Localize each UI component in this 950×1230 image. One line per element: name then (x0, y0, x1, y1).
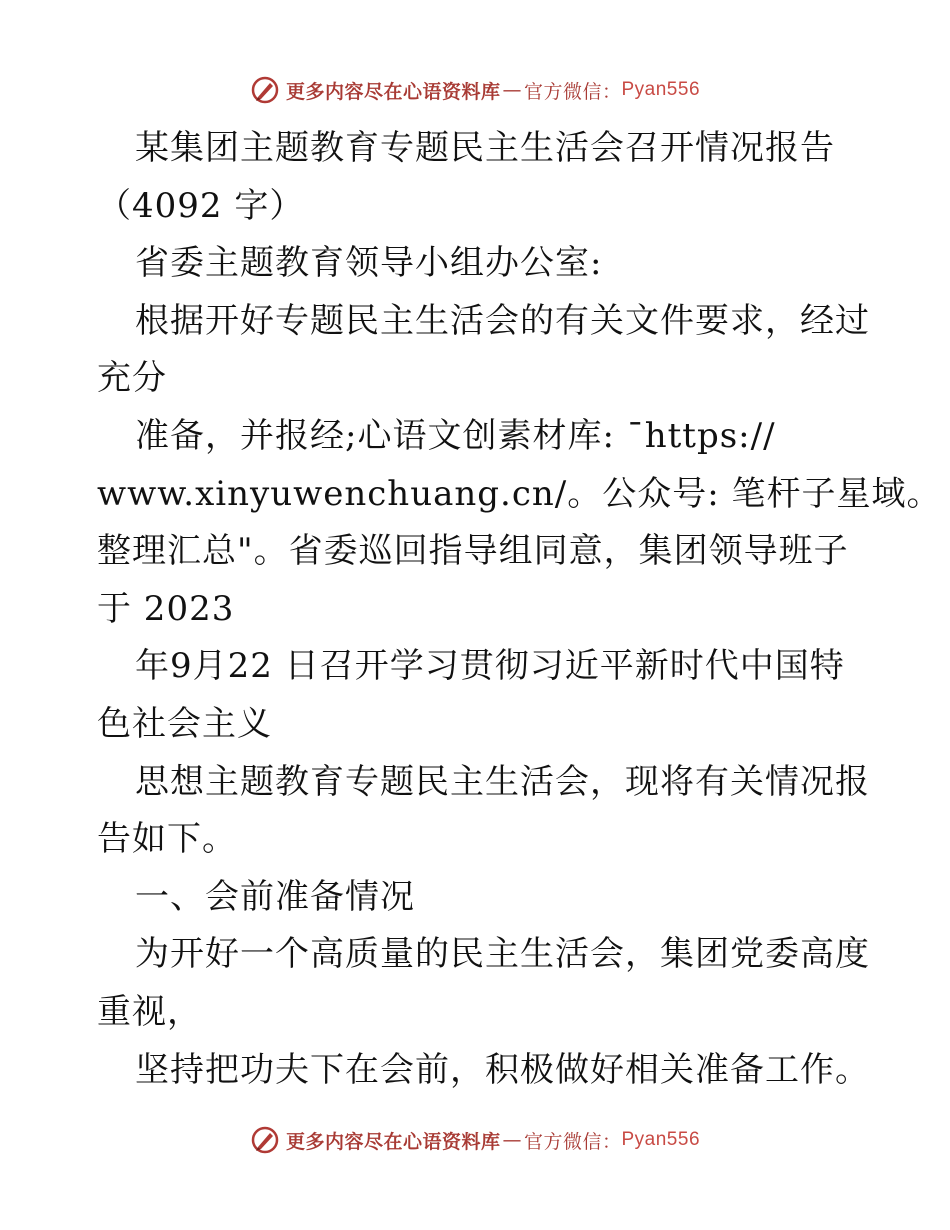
document-line: 告如下。 (97, 819, 237, 860)
document-line: www.xinyuwenchuang.cn/。公众号: 笔杆子星域。 (97, 473, 942, 514)
section-heading: 一、会前准备情况 (135, 876, 415, 917)
watermark-wechat-id: Pyan556 (621, 79, 701, 100)
watermark-dash: — (502, 79, 522, 101)
document-line: 坚持把功夫下在会前，积极做好相关准备工作。 (135, 1049, 870, 1090)
document-line: 色社会主义 (97, 703, 272, 744)
document-body (97, 120, 942, 1099)
red-pen-logo-icon (250, 75, 280, 105)
document-line: 于 2023 (97, 588, 235, 629)
document-line: 省委主题教育领导小组办公室: (135, 243, 603, 284)
document-line: （4092 字） (97, 185, 305, 226)
footer-watermark (0, 1120, 950, 1160)
document-line: 年9月22 日召开学习贯彻习近平新时代中国特 (135, 646, 845, 687)
document-line: 整理汇总"。省委巡回指导组同意，集团领导班子 (97, 531, 849, 572)
document-title: 某集团主题教育专题民主生活会召开情况报告 (135, 128, 835, 168)
document-line: 充分 (97, 358, 167, 399)
header-watermark (0, 70, 950, 110)
document-line: 重视， (97, 991, 202, 1032)
document-line: 根据开好专题民主生活会的有关文件要求，经过 (135, 300, 870, 341)
watermark-official-label: 官方微信： (523, 80, 622, 103)
watermark-text: 更多内容尽在心语资料库 (285, 1130, 501, 1153)
watermark-dash: — (502, 1129, 522, 1151)
watermark-text: 更多内容尽在心语资料库 (285, 80, 501, 103)
red-pen-logo-icon (250, 1125, 280, 1155)
watermark-official-label: 官方微信： (523, 1130, 622, 1153)
document-line: 为开好一个高质量的民主生活会，集团党委高度 (135, 934, 870, 975)
document-line: 准备，并报经;心语文创素材库: ¯https:// (135, 415, 776, 456)
document-line: 思想主题教育专题民主生活会，现将有关情况报 (135, 761, 870, 802)
watermark-wechat-id: Pyan556 (621, 1129, 701, 1150)
